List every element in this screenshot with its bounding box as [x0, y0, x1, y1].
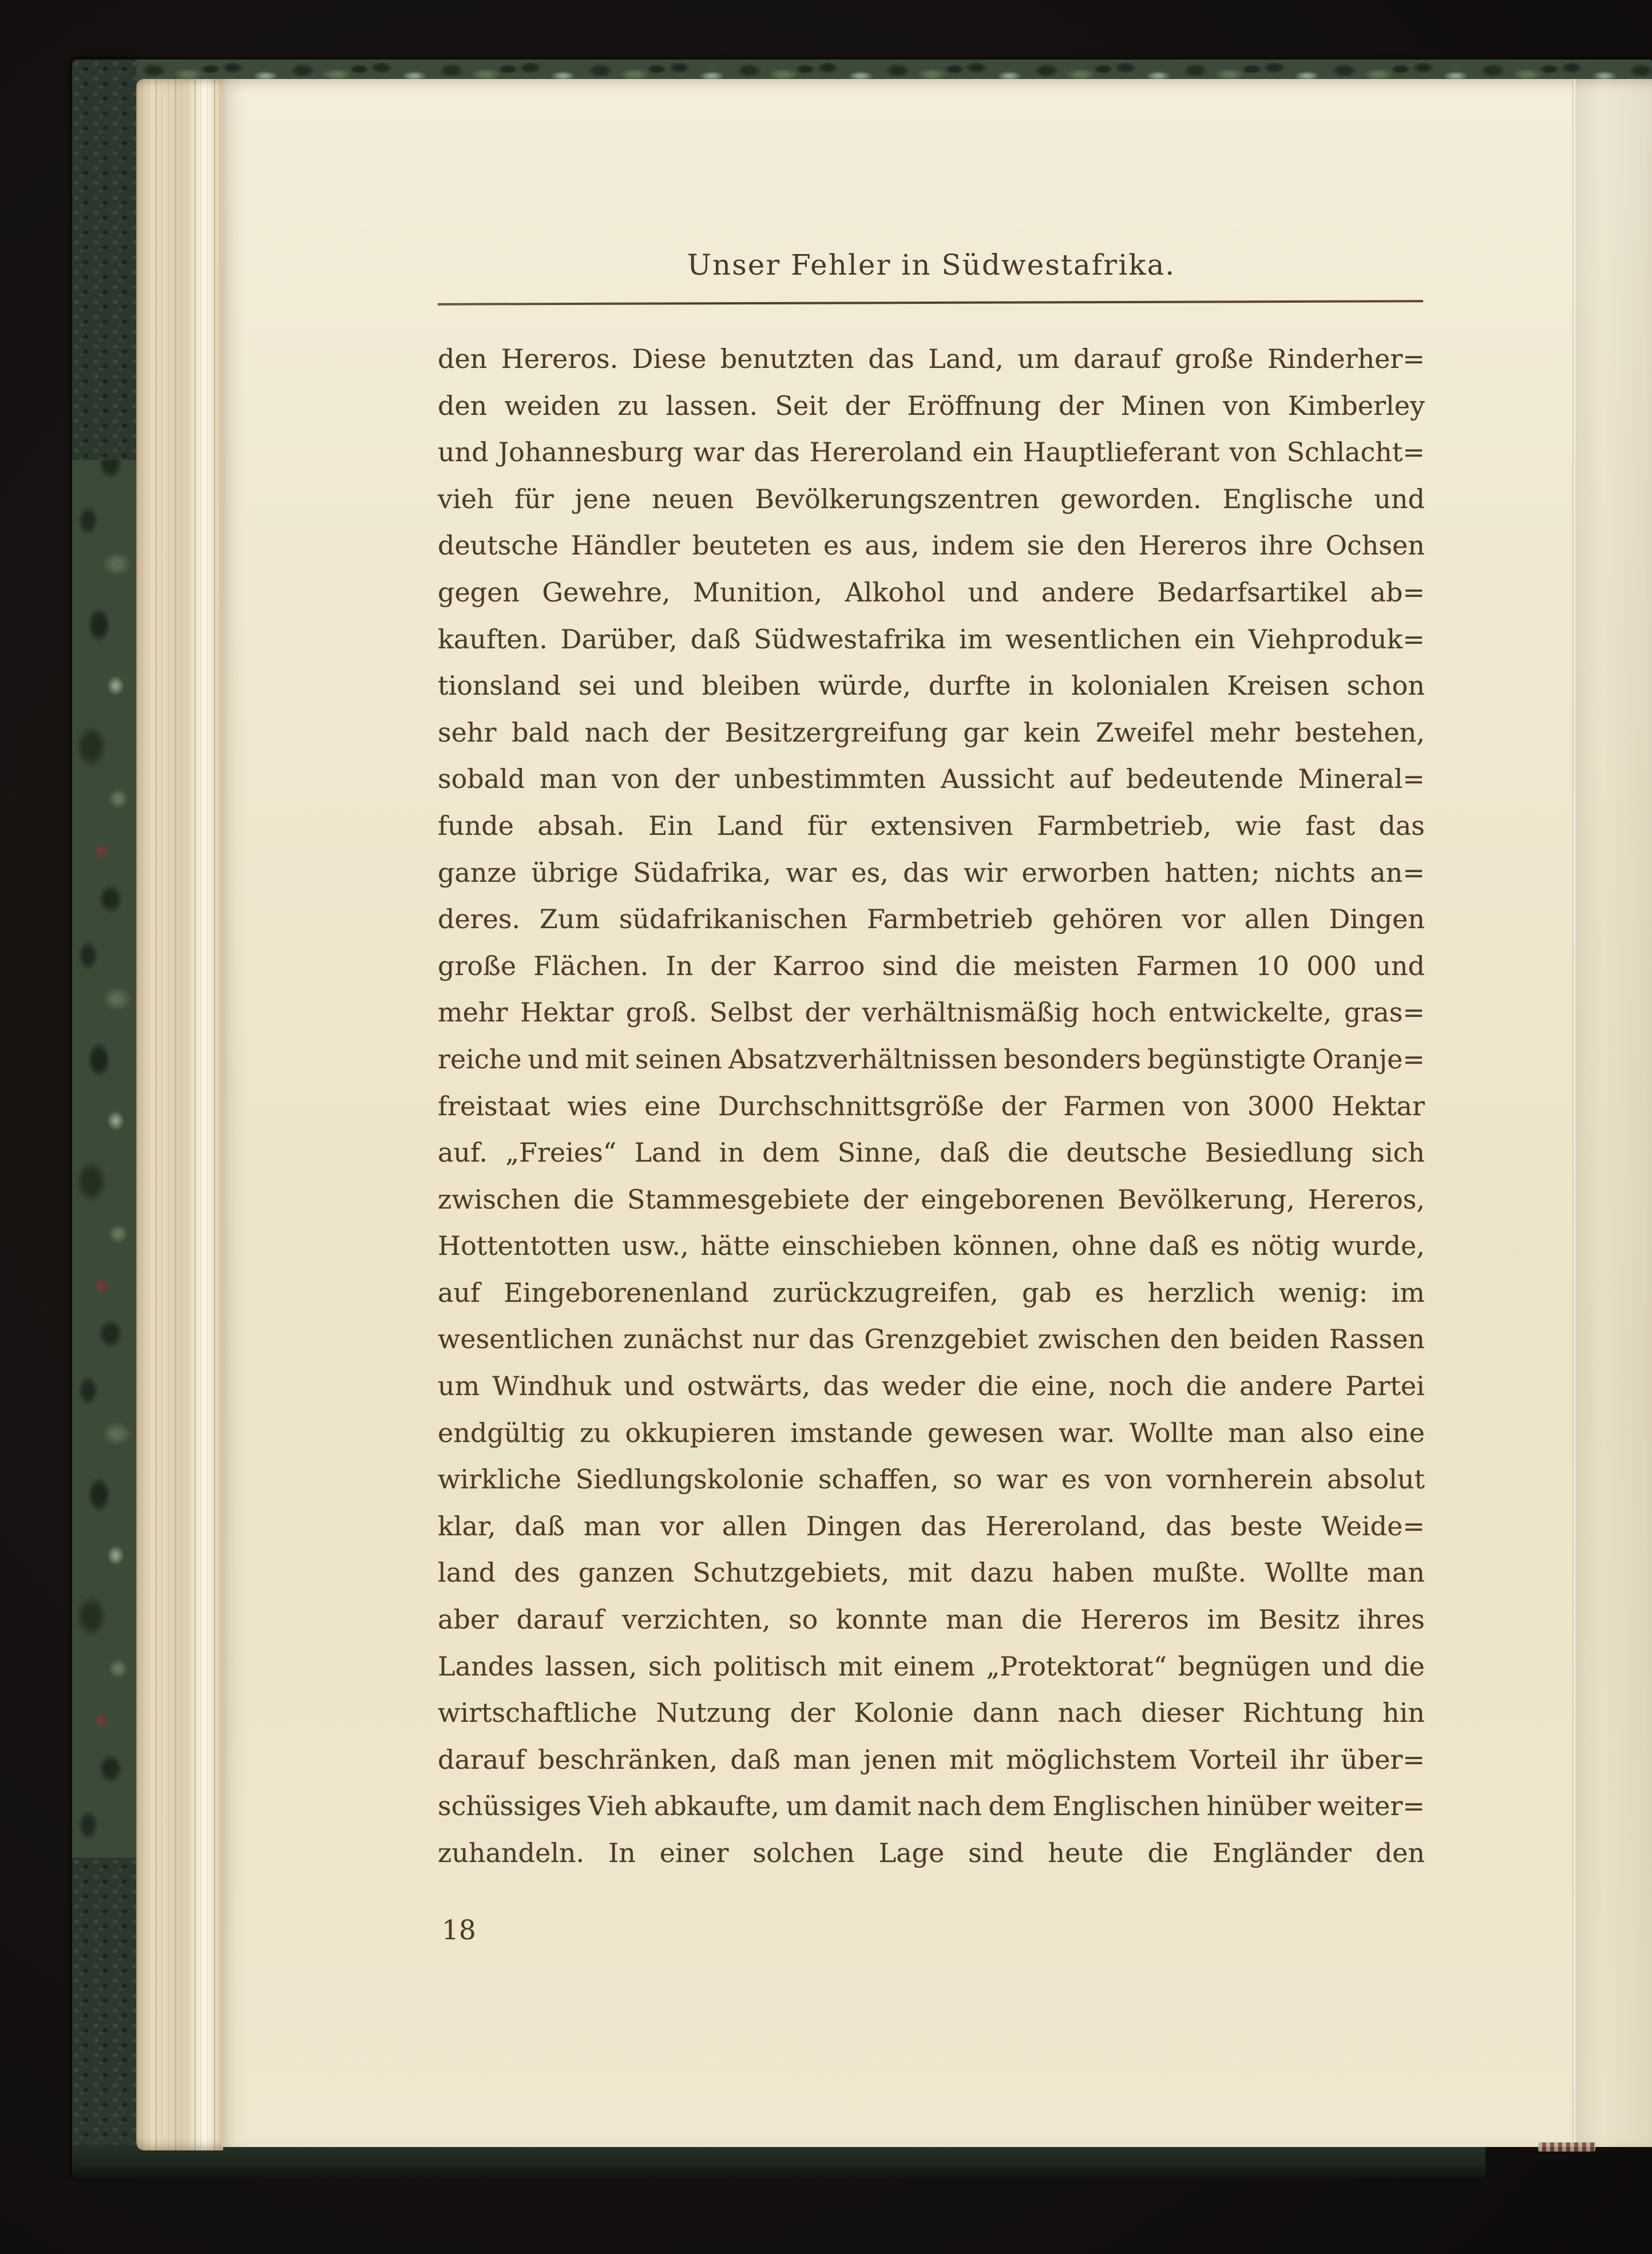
text-line: endgültig zu okkupieren imstande gewesen war. Wollte man also eine: [438, 1417, 1425, 1448]
text-line: Hottentotten usw., hätte einschieben können, ohne daß es nötig wurde,: [438, 1230, 1425, 1262]
header-rule: [438, 300, 1423, 305]
text-line: sehr bald nach der Besitzergreifung gar kein Zweifel mehr bestehen,: [438, 716, 1425, 748]
text-line: wesentlichen zunächst nur das Grenzgebiet zwischen den beiden Rassen: [438, 1324, 1425, 1355]
text-line: deres. Zum südafrikanischen Farmbetrieb gehören vor allen Dingen: [438, 904, 1425, 935]
book-page: [222, 79, 1652, 2147]
text-line: wirkliche Siedlungskolonie schaffen, so war es von vornherein absolut: [438, 1464, 1425, 1495]
text-line: gegen Gewehre, Munition, Alkohol und andere Bedarfsartikel ab=: [438, 576, 1425, 608]
leather-corner-bottom: [72, 1857, 136, 2178]
text-line: große Flächen. In der Karroo sind die meisten Farmen 10 000 und: [438, 950, 1425, 981]
text-line: ganze übrige Südafrika, war es, das wir erworben hatten; nichts an=: [438, 857, 1425, 888]
page-edge-stack: [136, 79, 223, 2150]
text-line: zwischen die Stammesgebiete der eingeborenen Bevölkerung, Hereros,: [438, 1183, 1425, 1215]
text-line: deutsche Händler beuteten es aus, indem sie den Hereros ihre Ochsen: [438, 530, 1425, 561]
binding-headband: [1538, 2142, 1595, 2152]
text-line: tionsland sei und bleiben würde, durfte in kolonialen Kreisen schon: [438, 670, 1425, 702]
text-line: sobald man von der unbestimmten Aussicht auf bedeutende Mineral=: [438, 763, 1425, 795]
page-number: 18: [442, 1915, 476, 1946]
text-line: den Hereros. Diese benutzten das Land, um darauf große Rinderher=: [438, 343, 1425, 374]
text-line: land des ganzen Schutzgebiets, mit dazu haben mußte. Wollte man: [438, 1557, 1425, 1589]
leather-corner-top: [72, 60, 136, 460]
book-cover-bottom-edge: [72, 2145, 1485, 2178]
text-line: funde absah. Ein Land für extensiven Farmbetrieb, wie fast das: [438, 810, 1425, 841]
text-line: schüssiges Vieh abkaufte, um damit nach dem Englischen hinüber weiter=: [438, 1790, 1425, 1822]
text-line: kauften. Darüber, daß Südwestafrika im wesentlichen ein Viehproduk=: [438, 623, 1425, 655]
text-line: reiche und mit seinen Absatzverhältnissen besonders begünstigte Oranje=: [438, 1043, 1425, 1075]
text-line: und Johannesburg war das Hereroland ein Hauptlieferant von Schlacht=: [438, 437, 1425, 468]
text-line: darauf beschränken, daß man jenen mit möglichstem Vorteil ihr über=: [438, 1744, 1425, 1775]
text-line: klar, daß man vor allen Dingen das Hereroland, das beste Weide=: [438, 1510, 1425, 1542]
page-curl-shadow: [1575, 79, 1652, 2147]
body-text: [438, 343, 1425, 1884]
text-line: aber darauf verzichten, so konnte man die Hereros im Besitz ihres: [438, 1604, 1425, 1635]
text-line: wirtschaftliche Nutzung der Kolonie dann nach dieser Richtung hin: [438, 1697, 1425, 1729]
text-line: Landes lassen, sich politisch mit einem „Protektorat“ begnügen und die: [438, 1650, 1425, 1682]
text-line: freistaat wies eine Durchschnittsgröße der Farmen von 3000 Hektar: [438, 1090, 1425, 1122]
text-line: um Windhuk und ostwärts, das weder die eine, noch die andere Partei: [438, 1370, 1425, 1402]
text-line: auf. „Freies“ Land in dem Sinne, daß die deutsche Besiedlung sich: [438, 1137, 1425, 1168]
page-header-title: Unser Fehler in Südwestafrika.: [687, 248, 1176, 282]
text-line: den weiden zu lassen. Seit der Eröffnung der Minen von Kimberley: [438, 390, 1425, 421]
text-line: auf Eingeborenenland zurückzugreifen, gab es herzlich wenig: im: [438, 1277, 1425, 1308]
text-line: vieh für jene neuen Bevölkerungszentren geworden. Englische und: [438, 483, 1425, 514]
text-line: mehr Hektar groß. Selbst der verhältnismäßig hoch entwickelte, gras=: [438, 997, 1425, 1028]
book-cover-spine: [72, 60, 136, 2178]
text-line: zuhandeln. In einer solchen Lage sind heute die Engländer den: [438, 1837, 1425, 1868]
